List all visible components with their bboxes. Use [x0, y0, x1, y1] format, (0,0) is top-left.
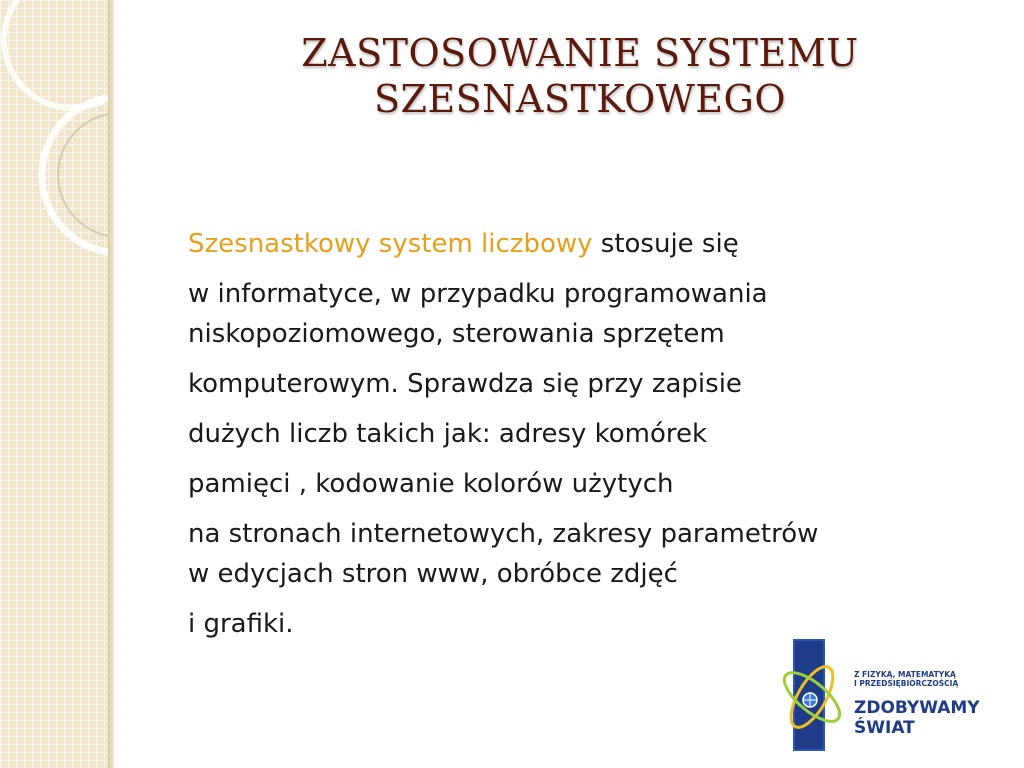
logo-text [854, 670, 980, 738]
body-line-6: pamięci , kodowanie kolorów użytych [188, 469, 674, 499]
logo-name-1: ZDOBYWAMY [854, 698, 980, 718]
logo-tagline-2: I PRZEDSIĘBIORCZOŚCIĄ [854, 679, 959, 688]
highlighted-term: Szesnastkowy system liczbowy [188, 229, 593, 259]
body-line-5: dużych liczb takich jak: adresy komórek [188, 419, 708, 449]
decorative-rings [0, 0, 112, 768]
body-paragraph [188, 222, 1008, 652]
decorative-side-panel [0, 0, 112, 768]
atom-globe-logo-icon [780, 632, 860, 757]
project-logo [780, 632, 1010, 757]
logo-tagline-1: Z FIZYKĄ, MATEMATYKĄ [854, 670, 956, 679]
logo-name-2: ŚWIAT [854, 718, 915, 738]
title-line-1: ZASTOSOWANIE SYSTEMU [301, 31, 859, 75]
body-line-9: i grafiki. [188, 609, 294, 639]
body-line-8: w edycjach stron www, obróbce zdjęć [188, 559, 678, 589]
title-line-2: SZESNASTKOWEGO [373, 77, 787, 121]
body-line-1-rest: stosuje się [592, 229, 739, 259]
body-line-2: w informatyce, w przypadku programowania [188, 279, 768, 309]
body-line-3: niskopoziomowego, sterowania sprzętem [188, 319, 725, 349]
body-line-7: na stronach internetowych, zakresy parametrów [188, 519, 819, 549]
panel-edge-divider [108, 0, 114, 768]
body-line-4: komputerowym. Sprawdza się przy zapisie [188, 369, 742, 399]
slide-title [150, 30, 1010, 122]
body-line-1 [188, 222, 1008, 272]
